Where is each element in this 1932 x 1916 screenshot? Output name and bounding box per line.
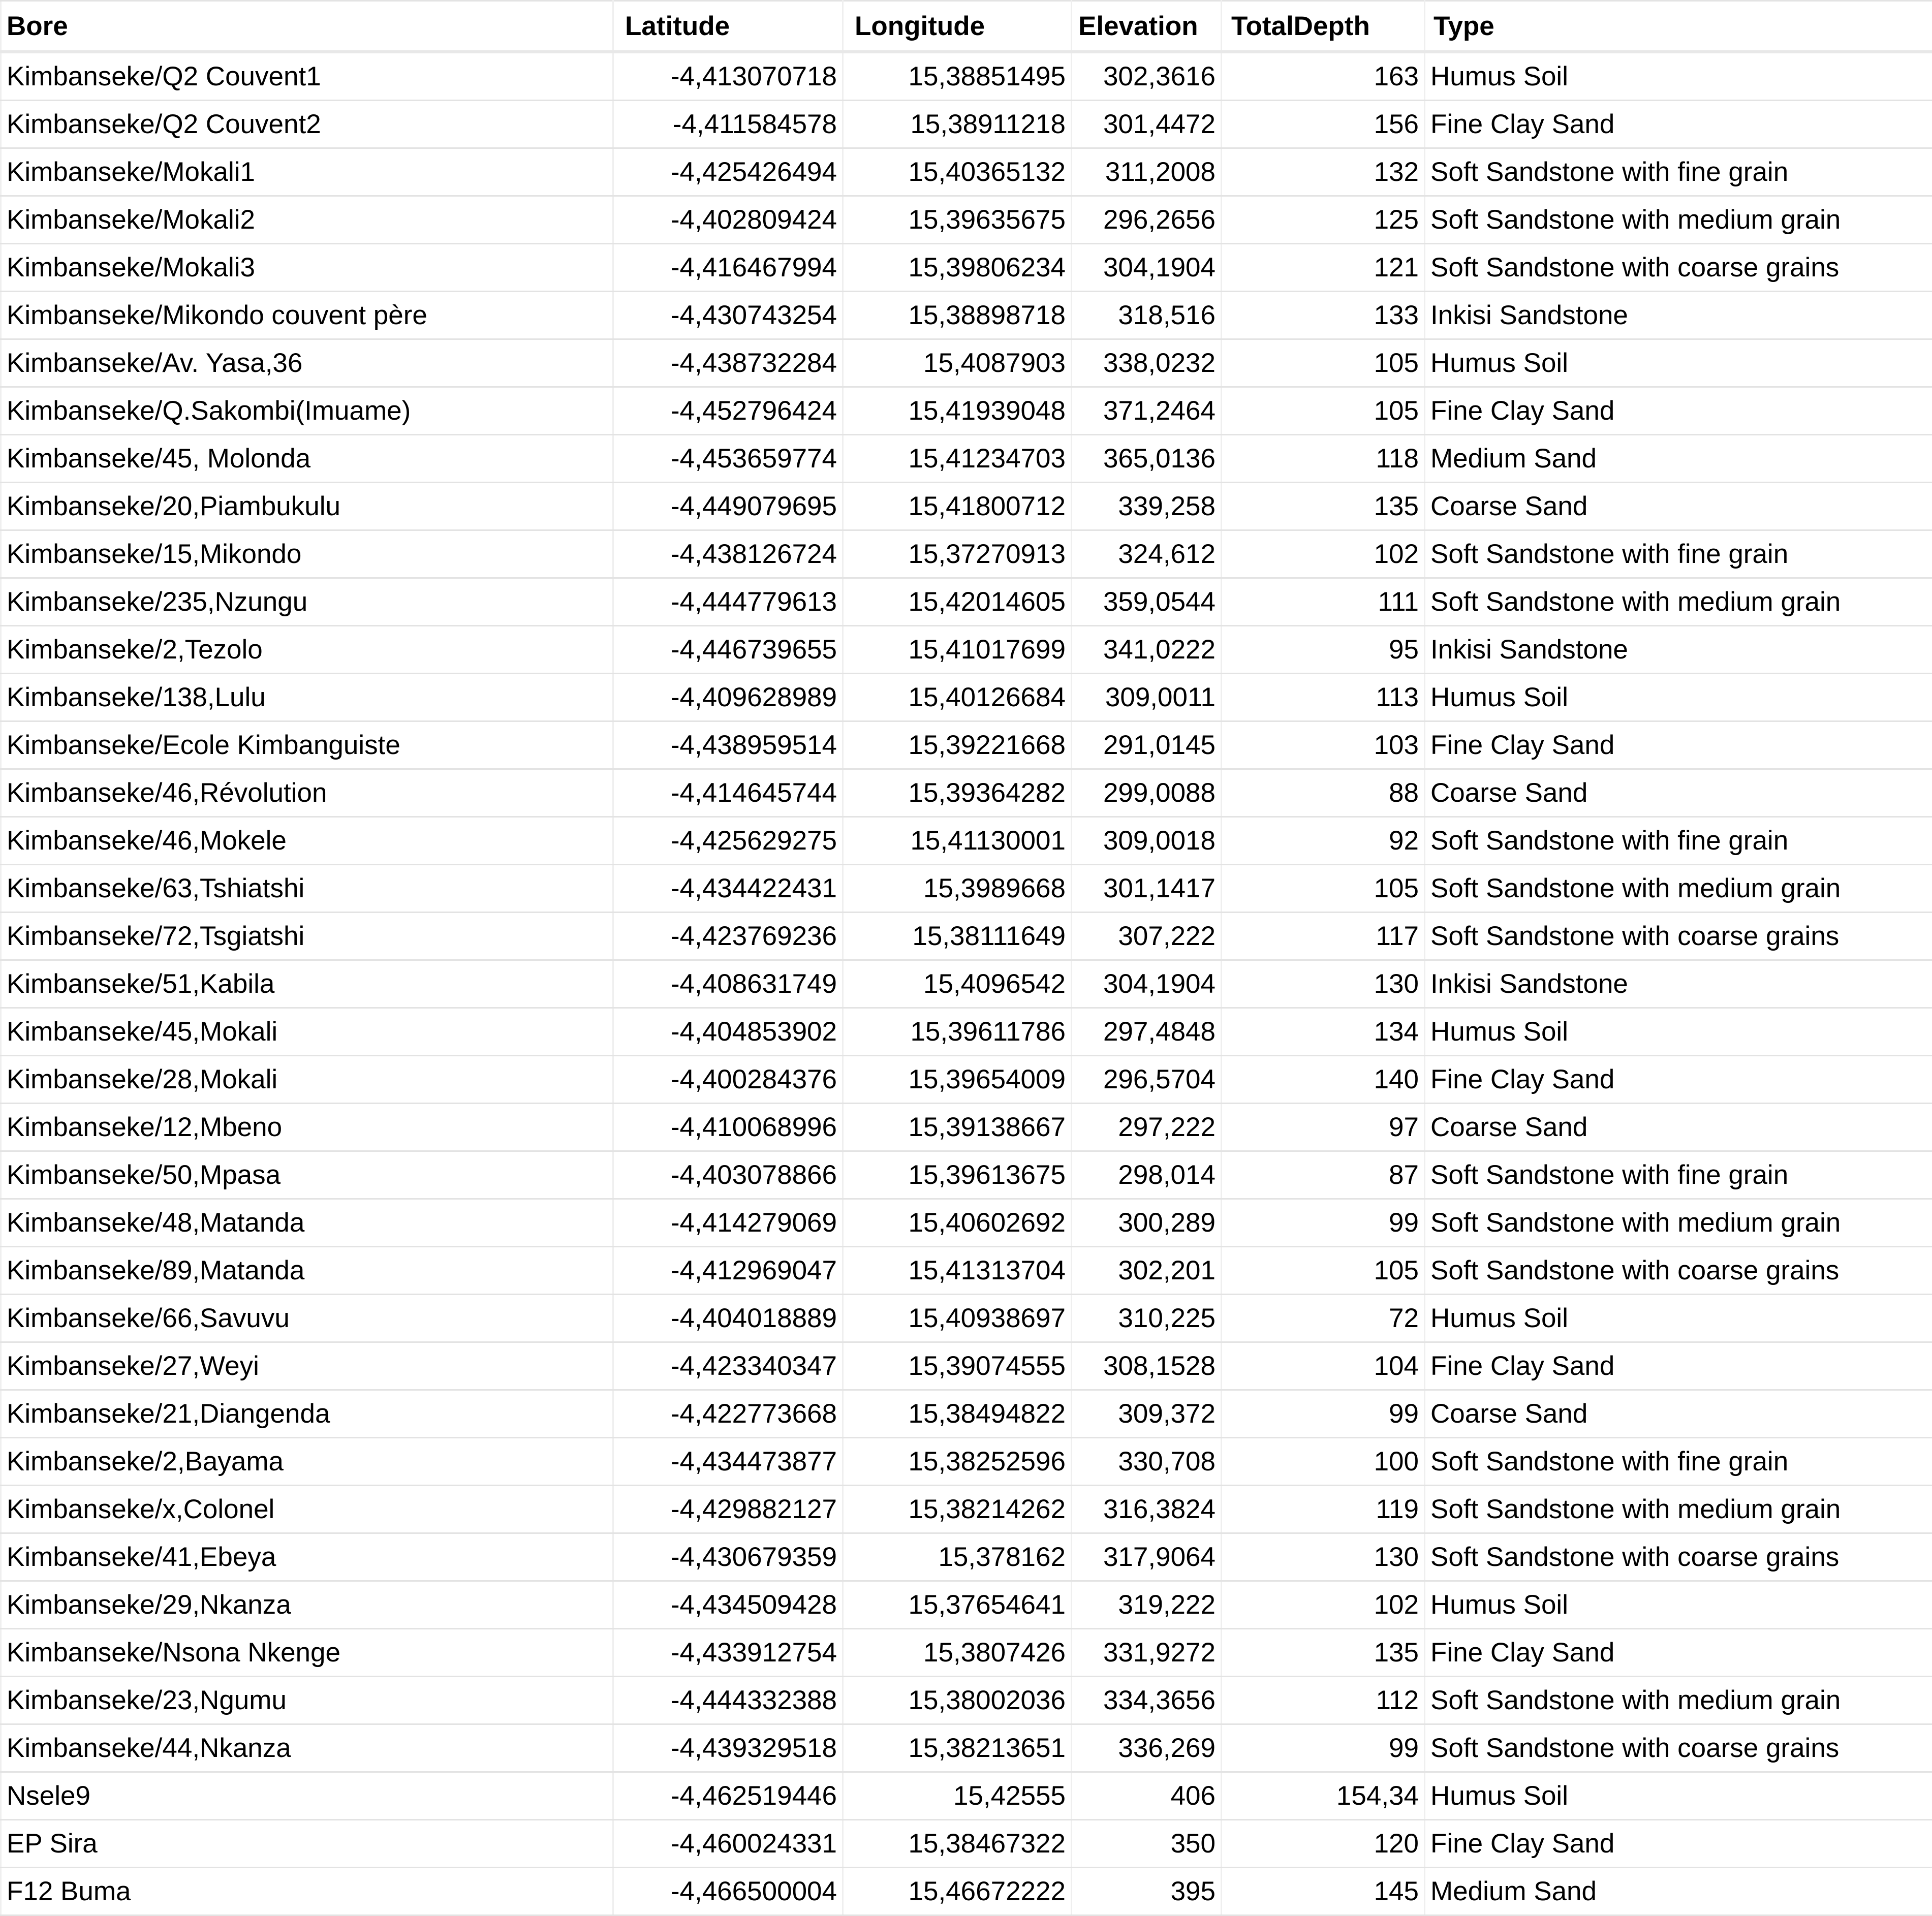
cell-totaldepth[interactable]: 97 bbox=[1222, 1104, 1425, 1151]
cell-elevation[interactable]: 336,269 bbox=[1072, 1724, 1222, 1772]
cell-latitude[interactable]: -4,422773668 bbox=[613, 1390, 843, 1438]
table-row[interactable] bbox=[1, 1008, 1932, 1056]
cell-bore[interactable]: Kimbanseke/235,Nzungu bbox=[1, 578, 613, 626]
cell-totaldepth[interactable]: 104 bbox=[1222, 1342, 1425, 1390]
cell-longitude[interactable]: 15,38213651 bbox=[843, 1724, 1072, 1772]
cell-totaldepth[interactable]: 99 bbox=[1222, 1199, 1425, 1247]
cell-type[interactable]: Medium Sand bbox=[1425, 1868, 1932, 1915]
cell-latitude[interactable]: -4,413070718 bbox=[613, 52, 843, 101]
table-row[interactable] bbox=[1, 1724, 1932, 1772]
cell-latitude[interactable]: -4,408631749 bbox=[613, 960, 843, 1008]
cell-longitude[interactable]: 15,39138667 bbox=[843, 1104, 1072, 1151]
cell-type[interactable]: Soft Sandstone with coarse grains bbox=[1425, 913, 1932, 960]
cell-latitude[interactable]: -4,403078866 bbox=[613, 1151, 843, 1199]
cell-type[interactable]: Soft Sandstone with medium grain bbox=[1425, 578, 1932, 626]
cell-type[interactable]: Soft Sandstone with coarse grains bbox=[1425, 244, 1932, 292]
cell-totaldepth[interactable]: 119 bbox=[1222, 1486, 1425, 1533]
cell-bore[interactable]: Kimbanseke/2,Bayama bbox=[1, 1438, 613, 1486]
table-row[interactable] bbox=[1, 1438, 1932, 1486]
cell-longitude[interactable]: 15,42555 bbox=[843, 1772, 1072, 1820]
cell-type[interactable]: Soft Sandstone with fine grain bbox=[1425, 1438, 1932, 1486]
cell-longitude[interactable]: 15,3989668 bbox=[843, 865, 1072, 913]
cell-totaldepth[interactable]: 118 bbox=[1222, 435, 1425, 483]
table-row[interactable] bbox=[1, 1056, 1932, 1104]
cell-latitude[interactable]: -4,444332388 bbox=[613, 1677, 843, 1724]
table-body bbox=[1, 52, 1932, 1915]
cell-totaldepth[interactable]: 102 bbox=[1222, 530, 1425, 578]
cell-latitude[interactable]: -4,414279069 bbox=[613, 1199, 843, 1247]
cell-elevation[interactable]: 302,201 bbox=[1072, 1247, 1222, 1295]
cell-type[interactable]: Humus Soil bbox=[1425, 1008, 1932, 1056]
cell-bore[interactable]: Kimbanseke/138,Lulu bbox=[1, 674, 613, 721]
table-row[interactable] bbox=[1, 1199, 1932, 1247]
cell-elevation[interactable]: 309,372 bbox=[1072, 1390, 1222, 1438]
table-row[interactable] bbox=[1, 483, 1932, 530]
cell-type[interactable]: Coarse Sand bbox=[1425, 1104, 1932, 1151]
cell-longitude[interactable]: 15,39806234 bbox=[843, 244, 1072, 292]
cell-bore[interactable]: Kimbanseke/Q2 Couvent2 bbox=[1, 101, 613, 148]
cell-elevation[interactable]: 371,2464 bbox=[1072, 387, 1222, 435]
cell-totaldepth[interactable]: 120 bbox=[1222, 1820, 1425, 1868]
table-row[interactable] bbox=[1, 387, 1932, 435]
cell-bore[interactable]: Kimbanseke/Ecole Kimbanguiste bbox=[1, 721, 613, 769]
cell-longitude[interactable]: 15,38111649 bbox=[843, 913, 1072, 960]
cell-totaldepth[interactable]: 88 bbox=[1222, 769, 1425, 817]
cell-latitude[interactable]: -4,434422431 bbox=[613, 865, 843, 913]
cell-totaldepth[interactable]: 132 bbox=[1222, 148, 1425, 196]
cell-elevation[interactable]: 296,2656 bbox=[1072, 196, 1222, 244]
cell-totaldepth[interactable]: 105 bbox=[1222, 1247, 1425, 1295]
cell-elevation[interactable]: 297,222 bbox=[1072, 1104, 1222, 1151]
cell-elevation[interactable]: 310,225 bbox=[1072, 1295, 1222, 1342]
cell-elevation[interactable]: 316,3824 bbox=[1072, 1486, 1222, 1533]
cell-longitude[interactable]: 15,3807426 bbox=[843, 1629, 1072, 1677]
cell-totaldepth[interactable]: 135 bbox=[1222, 483, 1425, 530]
cell-totaldepth[interactable]: 72 bbox=[1222, 1295, 1425, 1342]
cell-elevation[interactable]: 350 bbox=[1072, 1820, 1222, 1868]
cell-bore[interactable]: Kimbanseke/45, Molonda bbox=[1, 435, 613, 483]
cell-longitude[interactable]: 15,38467322 bbox=[843, 1820, 1072, 1868]
cell-totaldepth[interactable]: 134 bbox=[1222, 1008, 1425, 1056]
cell-totaldepth[interactable]: 121 bbox=[1222, 244, 1425, 292]
table-row[interactable] bbox=[1, 1247, 1932, 1295]
cell-elevation[interactable]: 319,222 bbox=[1072, 1581, 1222, 1629]
table-row[interactable] bbox=[1, 865, 1932, 913]
cell-totaldepth[interactable]: 105 bbox=[1222, 865, 1425, 913]
cell-bore[interactable]: Kimbanseke/45,Mokali bbox=[1, 1008, 613, 1056]
cell-latitude[interactable]: -4,400284376 bbox=[613, 1056, 843, 1104]
cell-latitude[interactable]: -4,423340347 bbox=[613, 1342, 843, 1390]
cell-bore[interactable]: Kimbanseke/Q2 Couvent1 bbox=[1, 52, 613, 101]
cell-elevation[interactable]: 395 bbox=[1072, 1868, 1222, 1915]
cell-type[interactable]: Fine Clay Sand bbox=[1425, 1056, 1932, 1104]
cell-longitude[interactable]: 15,46672222 bbox=[843, 1868, 1072, 1915]
table-row[interactable] bbox=[1, 292, 1932, 339]
cell-latitude[interactable]: -4,414645744 bbox=[613, 769, 843, 817]
cell-type[interactable]: Inkisi Sandstone bbox=[1425, 292, 1932, 339]
table-row[interactable] bbox=[1, 1533, 1932, 1581]
cell-elevation[interactable]: 318,516 bbox=[1072, 292, 1222, 339]
column-header-latitude[interactable]: Latitude bbox=[613, 1, 843, 52]
table-row[interactable] bbox=[1, 1486, 1932, 1533]
table-row[interactable] bbox=[1, 1868, 1932, 1915]
cell-latitude[interactable]: -4,402809424 bbox=[613, 196, 843, 244]
cell-bore[interactable]: Kimbanseke/Q.Sakombi(Imuame) bbox=[1, 387, 613, 435]
cell-latitude[interactable]: -4,438959514 bbox=[613, 721, 843, 769]
cell-bore[interactable]: Kimbanseke/46,Révolution bbox=[1, 769, 613, 817]
cell-type[interactable]: Soft Sandstone with fine grain bbox=[1425, 1151, 1932, 1199]
cell-totaldepth[interactable]: 163 bbox=[1222, 52, 1425, 101]
cell-latitude[interactable]: -4,412969047 bbox=[613, 1247, 843, 1295]
cell-elevation[interactable]: 338,0232 bbox=[1072, 339, 1222, 387]
cell-longitude[interactable]: 15,38494822 bbox=[843, 1390, 1072, 1438]
cell-longitude[interactable]: 15,41017699 bbox=[843, 626, 1072, 674]
cell-type[interactable]: Soft Sandstone with coarse grains bbox=[1425, 1247, 1932, 1295]
cell-type[interactable]: Coarse Sand bbox=[1425, 769, 1932, 817]
cell-type[interactable]: Soft Sandstone with medium grain bbox=[1425, 1199, 1932, 1247]
cell-latitude[interactable]: -4,446739655 bbox=[613, 626, 843, 674]
cell-totaldepth[interactable]: 140 bbox=[1222, 1056, 1425, 1104]
table-row[interactable] bbox=[1, 913, 1932, 960]
column-header-longitude[interactable]: Longitude bbox=[843, 1, 1072, 52]
cell-type[interactable]: Humus Soil bbox=[1425, 674, 1932, 721]
cell-latitude[interactable]: -4,430679359 bbox=[613, 1533, 843, 1581]
cell-longitude[interactable]: 15,4096542 bbox=[843, 960, 1072, 1008]
cell-bore[interactable]: Kimbanseke/Av. Yasa,36 bbox=[1, 339, 613, 387]
cell-longitude[interactable]: 15,41313704 bbox=[843, 1247, 1072, 1295]
table-row[interactable] bbox=[1, 1629, 1932, 1677]
table-row[interactable] bbox=[1, 1390, 1932, 1438]
table-row[interactable] bbox=[1, 530, 1932, 578]
cell-latitude[interactable]: -4,453659774 bbox=[613, 435, 843, 483]
cell-elevation[interactable]: 317,9064 bbox=[1072, 1533, 1222, 1581]
cell-longitude[interactable]: 15,42014605 bbox=[843, 578, 1072, 626]
cell-longitude[interactable]: 15,37654641 bbox=[843, 1581, 1072, 1629]
table-row[interactable] bbox=[1, 1772, 1932, 1820]
cell-bore[interactable]: Kimbanseke/Mokali1 bbox=[1, 148, 613, 196]
cell-latitude[interactable]: -4,410068996 bbox=[613, 1104, 843, 1151]
cell-type[interactable]: Soft Sandstone with coarse grains bbox=[1425, 1724, 1932, 1772]
cell-type[interactable]: Inkisi Sandstone bbox=[1425, 960, 1932, 1008]
cell-elevation[interactable]: 307,222 bbox=[1072, 913, 1222, 960]
cell-bore[interactable]: Kimbanseke/48,Matanda bbox=[1, 1199, 613, 1247]
cell-type[interactable]: Soft Sandstone with fine grain bbox=[1425, 148, 1932, 196]
cell-latitude[interactable]: -4,409628989 bbox=[613, 674, 843, 721]
table-row[interactable] bbox=[1, 1104, 1932, 1151]
cell-type[interactable]: Fine Clay Sand bbox=[1425, 387, 1932, 435]
cell-elevation[interactable]: 291,0145 bbox=[1072, 721, 1222, 769]
cell-bore[interactable]: Kimbanseke/28,Mokali bbox=[1, 1056, 613, 1104]
cell-type[interactable]: Fine Clay Sand bbox=[1425, 1820, 1932, 1868]
cell-elevation[interactable]: 308,1528 bbox=[1072, 1342, 1222, 1390]
cell-totaldepth[interactable]: 117 bbox=[1222, 913, 1425, 960]
cell-longitude[interactable]: 15,39221668 bbox=[843, 721, 1072, 769]
cell-type[interactable]: Humus Soil bbox=[1425, 1295, 1932, 1342]
cell-longitude[interactable]: 15,39611786 bbox=[843, 1008, 1072, 1056]
cell-longitude[interactable]: 15,40938697 bbox=[843, 1295, 1072, 1342]
cell-totaldepth[interactable]: 130 bbox=[1222, 960, 1425, 1008]
cell-longitude[interactable]: 15,38851495 bbox=[843, 52, 1072, 101]
cell-bore[interactable]: Kimbanseke/44,Nkanza bbox=[1, 1724, 613, 1772]
column-header-type[interactable]: Type bbox=[1425, 1, 1932, 52]
cell-totaldepth[interactable]: 145 bbox=[1222, 1868, 1425, 1915]
cell-type[interactable]: Fine Clay Sand bbox=[1425, 1629, 1932, 1677]
cell-elevation[interactable]: 302,3616 bbox=[1072, 52, 1222, 101]
cell-latitude[interactable]: -4,444779613 bbox=[613, 578, 843, 626]
cell-type[interactable]: Humus Soil bbox=[1425, 1581, 1932, 1629]
cell-totaldepth[interactable]: 125 bbox=[1222, 196, 1425, 244]
cell-longitude[interactable]: 15,38002036 bbox=[843, 1677, 1072, 1724]
cell-bore[interactable]: Kimbanseke/23,Ngumu bbox=[1, 1677, 613, 1724]
cell-totaldepth[interactable]: 154,34 bbox=[1222, 1772, 1425, 1820]
cell-totaldepth[interactable]: 112 bbox=[1222, 1677, 1425, 1724]
cell-longitude[interactable]: 15,4087903 bbox=[843, 339, 1072, 387]
cell-elevation[interactable]: 304,1904 bbox=[1072, 244, 1222, 292]
cell-totaldepth[interactable]: 102 bbox=[1222, 1581, 1425, 1629]
cell-latitude[interactable]: -4,449079695 bbox=[613, 483, 843, 530]
cell-totaldepth[interactable]: 103 bbox=[1222, 721, 1425, 769]
cell-totaldepth[interactable]: 111 bbox=[1222, 578, 1425, 626]
cell-elevation[interactable]: 304,1904 bbox=[1072, 960, 1222, 1008]
table-row[interactable] bbox=[1, 244, 1932, 292]
table-row[interactable] bbox=[1, 1677, 1932, 1724]
cell-elevation[interactable]: 331,9272 bbox=[1072, 1629, 1222, 1677]
table-row[interactable] bbox=[1, 1820, 1932, 1868]
cell-bore[interactable]: EP Sira bbox=[1, 1820, 613, 1868]
table-header bbox=[1, 1, 1932, 52]
cell-totaldepth[interactable]: 135 bbox=[1222, 1629, 1425, 1677]
table-row[interactable] bbox=[1, 578, 1932, 626]
cell-longitude[interactable]: 15,41939048 bbox=[843, 387, 1072, 435]
cell-type[interactable]: Coarse Sand bbox=[1425, 483, 1932, 530]
cell-type[interactable]: Humus Soil bbox=[1425, 339, 1932, 387]
cell-latitude[interactable]: -4,404018889 bbox=[613, 1295, 843, 1342]
cell-bore[interactable]: Nsele9 bbox=[1, 1772, 613, 1820]
cell-longitude[interactable]: 15,41130001 bbox=[843, 817, 1072, 865]
table-row[interactable] bbox=[1, 1581, 1932, 1629]
column-header-bore[interactable]: Bore bbox=[1, 1, 613, 52]
table-row[interactable] bbox=[1, 101, 1932, 148]
cell-totaldepth[interactable]: 95 bbox=[1222, 626, 1425, 674]
cell-latitude[interactable]: -4,425629275 bbox=[613, 817, 843, 865]
cell-type[interactable]: Soft Sandstone with medium grain bbox=[1425, 865, 1932, 913]
cell-totaldepth[interactable]: 105 bbox=[1222, 339, 1425, 387]
cell-type[interactable]: Coarse Sand bbox=[1425, 1390, 1932, 1438]
table-row[interactable] bbox=[1, 960, 1932, 1008]
cell-bore[interactable]: Kimbanseke/Mokali3 bbox=[1, 244, 613, 292]
cell-elevation[interactable]: 324,612 bbox=[1072, 530, 1222, 578]
cell-type[interactable]: Soft Sandstone with fine grain bbox=[1425, 817, 1932, 865]
cell-bore[interactable]: Kimbanseke/66,Savuvu bbox=[1, 1295, 613, 1342]
cell-longitude[interactable]: 15,40602692 bbox=[843, 1199, 1072, 1247]
table-row[interactable] bbox=[1, 196, 1932, 244]
cell-type[interactable]: Humus Soil bbox=[1425, 1772, 1932, 1820]
cell-bore[interactable]: Kimbanseke/21,Diangenda bbox=[1, 1390, 613, 1438]
cell-longitude[interactable]: 15,39074555 bbox=[843, 1342, 1072, 1390]
cell-elevation[interactable]: 309,0011 bbox=[1072, 674, 1222, 721]
cell-elevation[interactable]: 301,1417 bbox=[1072, 865, 1222, 913]
cell-latitude[interactable]: -4,452796424 bbox=[613, 387, 843, 435]
cell-longitude[interactable]: 15,38214262 bbox=[843, 1486, 1072, 1533]
cell-bore[interactable]: Kimbanseke/Mikondo couvent père bbox=[1, 292, 613, 339]
table-row[interactable] bbox=[1, 1295, 1932, 1342]
cell-elevation[interactable]: 330,708 bbox=[1072, 1438, 1222, 1486]
cell-elevation[interactable]: 301,4472 bbox=[1072, 101, 1222, 148]
cell-longitude[interactable]: 15,39613675 bbox=[843, 1151, 1072, 1199]
table-row[interactable] bbox=[1, 1151, 1932, 1199]
cell-type[interactable]: Fine Clay Sand bbox=[1425, 101, 1932, 148]
cell-elevation[interactable]: 339,258 bbox=[1072, 483, 1222, 530]
cell-type[interactable]: Fine Clay Sand bbox=[1425, 1342, 1932, 1390]
cell-longitude[interactable]: 15,41234703 bbox=[843, 435, 1072, 483]
cell-type[interactable]: Soft Sandstone with medium grain bbox=[1425, 196, 1932, 244]
cell-latitude[interactable]: -4,438732284 bbox=[613, 339, 843, 387]
cell-elevation[interactable]: 311,2008 bbox=[1072, 148, 1222, 196]
column-header-totaldepth[interactable]: TotalDepth bbox=[1222, 1, 1425, 52]
table-row[interactable] bbox=[1, 1342, 1932, 1390]
cell-longitude[interactable]: 15,40365132 bbox=[843, 148, 1072, 196]
cell-type[interactable]: Fine Clay Sand bbox=[1425, 721, 1932, 769]
table-row[interactable] bbox=[1, 148, 1932, 196]
cell-bore[interactable]: Kimbanseke/63,Tshiatshi bbox=[1, 865, 613, 913]
cell-latitude[interactable]: -4,438126724 bbox=[613, 530, 843, 578]
column-header-elevation[interactable]: Elevation bbox=[1072, 1, 1222, 52]
cell-bore[interactable]: Kimbanseke/x,Colonel bbox=[1, 1486, 613, 1533]
cell-longitude[interactable]: 15,38898718 bbox=[843, 292, 1072, 339]
cell-longitude[interactable]: 15,39364282 bbox=[843, 769, 1072, 817]
cell-longitude[interactable]: 15,38252596 bbox=[843, 1438, 1072, 1486]
cell-longitude[interactable]: 15,41800712 bbox=[843, 483, 1072, 530]
cell-latitude[interactable]: -4,433912754 bbox=[613, 1629, 843, 1677]
cell-totaldepth[interactable]: 87 bbox=[1222, 1151, 1425, 1199]
cell-totaldepth[interactable]: 105 bbox=[1222, 387, 1425, 435]
table-row[interactable] bbox=[1, 721, 1932, 769]
cell-latitude[interactable]: -4,462519446 bbox=[613, 1772, 843, 1820]
cell-latitude[interactable]: -4,430743254 bbox=[613, 292, 843, 339]
cell-totaldepth[interactable]: 92 bbox=[1222, 817, 1425, 865]
table-row[interactable] bbox=[1, 339, 1932, 387]
cell-latitude[interactable]: -4,425426494 bbox=[613, 148, 843, 196]
cell-bore[interactable]: Kimbanseke/Mokali2 bbox=[1, 196, 613, 244]
cell-elevation[interactable]: 309,0018 bbox=[1072, 817, 1222, 865]
cell-longitude[interactable]: 15,37270913 bbox=[843, 530, 1072, 578]
cell-bore[interactable]: Kimbanseke/72,Tsgiatshi bbox=[1, 913, 613, 960]
cell-latitude[interactable]: -4,429882127 bbox=[613, 1486, 843, 1533]
cell-bore[interactable]: F12 Buma bbox=[1, 1868, 613, 1915]
cell-latitude[interactable]: -4,411584578 bbox=[613, 101, 843, 148]
cell-latitude[interactable]: -4,434473877 bbox=[613, 1438, 843, 1486]
cell-totaldepth[interactable]: 99 bbox=[1222, 1390, 1425, 1438]
header-row bbox=[1, 1, 1932, 52]
cell-elevation[interactable]: 406 bbox=[1072, 1772, 1222, 1820]
cell-latitude[interactable]: -4,439329518 bbox=[613, 1724, 843, 1772]
table-row[interactable] bbox=[1, 435, 1932, 483]
cell-type[interactable]: Humus Soil bbox=[1425, 52, 1932, 101]
cell-bore[interactable]: Kimbanseke/50,Mpasa bbox=[1, 1151, 613, 1199]
cell-type[interactable]: Soft Sandstone with fine grain bbox=[1425, 530, 1932, 578]
cell-bore[interactable]: Kimbanseke/12,Mbeno bbox=[1, 1104, 613, 1151]
cell-type[interactable]: Soft Sandstone with medium grain bbox=[1425, 1677, 1932, 1724]
cell-type[interactable]: Soft Sandstone with medium grain bbox=[1425, 1486, 1932, 1533]
cell-latitude[interactable]: -4,423769236 bbox=[613, 913, 843, 960]
cell-bore[interactable]: Kimbanseke/89,Matanda bbox=[1, 1247, 613, 1295]
cell-bore[interactable]: Kimbanseke/Nsona Nkenge bbox=[1, 1629, 613, 1677]
cell-bore[interactable]: Kimbanseke/20,Piambukulu bbox=[1, 483, 613, 530]
cell-latitude[interactable]: -4,466500004 bbox=[613, 1868, 843, 1915]
cell-bore[interactable]: Kimbanseke/27,Weyi bbox=[1, 1342, 613, 1390]
cell-totaldepth[interactable]: 130 bbox=[1222, 1533, 1425, 1581]
cell-longitude[interactable]: 15,378162 bbox=[843, 1533, 1072, 1581]
table-row[interactable] bbox=[1, 769, 1932, 817]
cell-longitude[interactable]: 15,39654009 bbox=[843, 1056, 1072, 1104]
cell-longitude[interactable]: 15,38911218 bbox=[843, 101, 1072, 148]
cell-totaldepth[interactable]: 99 bbox=[1222, 1724, 1425, 1772]
cell-totaldepth[interactable]: 100 bbox=[1222, 1438, 1425, 1486]
cell-totaldepth[interactable]: 113 bbox=[1222, 674, 1425, 721]
cell-longitude[interactable]: 15,40126684 bbox=[843, 674, 1072, 721]
table-row[interactable] bbox=[1, 817, 1932, 865]
cell-bore[interactable]: Kimbanseke/41,Ebeya bbox=[1, 1533, 613, 1581]
cell-elevation[interactable]: 365,0136 bbox=[1072, 435, 1222, 483]
table-row[interactable] bbox=[1, 626, 1932, 674]
cell-elevation[interactable]: 298,014 bbox=[1072, 1151, 1222, 1199]
cell-bore[interactable]: Kimbanseke/51,Kabila bbox=[1, 960, 613, 1008]
cell-elevation[interactable]: 359,0544 bbox=[1072, 578, 1222, 626]
cell-bore[interactable]: Kimbanseke/29,Nkanza bbox=[1, 1581, 613, 1629]
cell-type[interactable]: Inkisi Sandstone bbox=[1425, 626, 1932, 674]
cell-latitude[interactable]: -4,434509428 bbox=[613, 1581, 843, 1629]
cell-latitude[interactable]: -4,416467994 bbox=[613, 244, 843, 292]
cell-type[interactable]: Soft Sandstone with coarse grains bbox=[1425, 1533, 1932, 1581]
cell-longitude[interactable]: 15,39635675 bbox=[843, 196, 1072, 244]
cell-latitude[interactable]: -4,404853902 bbox=[613, 1008, 843, 1056]
cell-elevation[interactable]: 297,4848 bbox=[1072, 1008, 1222, 1056]
cell-elevation[interactable]: 341,0222 bbox=[1072, 626, 1222, 674]
cell-type[interactable]: Medium Sand bbox=[1425, 435, 1932, 483]
table-row[interactable] bbox=[1, 674, 1932, 721]
cell-latitude[interactable]: -4,460024331 bbox=[613, 1820, 843, 1868]
cell-bore[interactable]: Kimbanseke/15,Mikondo bbox=[1, 530, 613, 578]
cell-totaldepth[interactable]: 156 bbox=[1222, 101, 1425, 148]
cell-totaldepth[interactable]: 133 bbox=[1222, 292, 1425, 339]
table-row[interactable] bbox=[1, 52, 1932, 101]
cell-elevation[interactable]: 296,5704 bbox=[1072, 1056, 1222, 1104]
cell-elevation[interactable]: 300,289 bbox=[1072, 1199, 1222, 1247]
cell-bore[interactable]: Kimbanseke/2,Tezolo bbox=[1, 626, 613, 674]
cell-elevation[interactable]: 334,3656 bbox=[1072, 1677, 1222, 1724]
cell-elevation[interactable]: 299,0088 bbox=[1072, 769, 1222, 817]
cell-bore[interactable]: Kimbanseke/46,Mokele bbox=[1, 817, 613, 865]
